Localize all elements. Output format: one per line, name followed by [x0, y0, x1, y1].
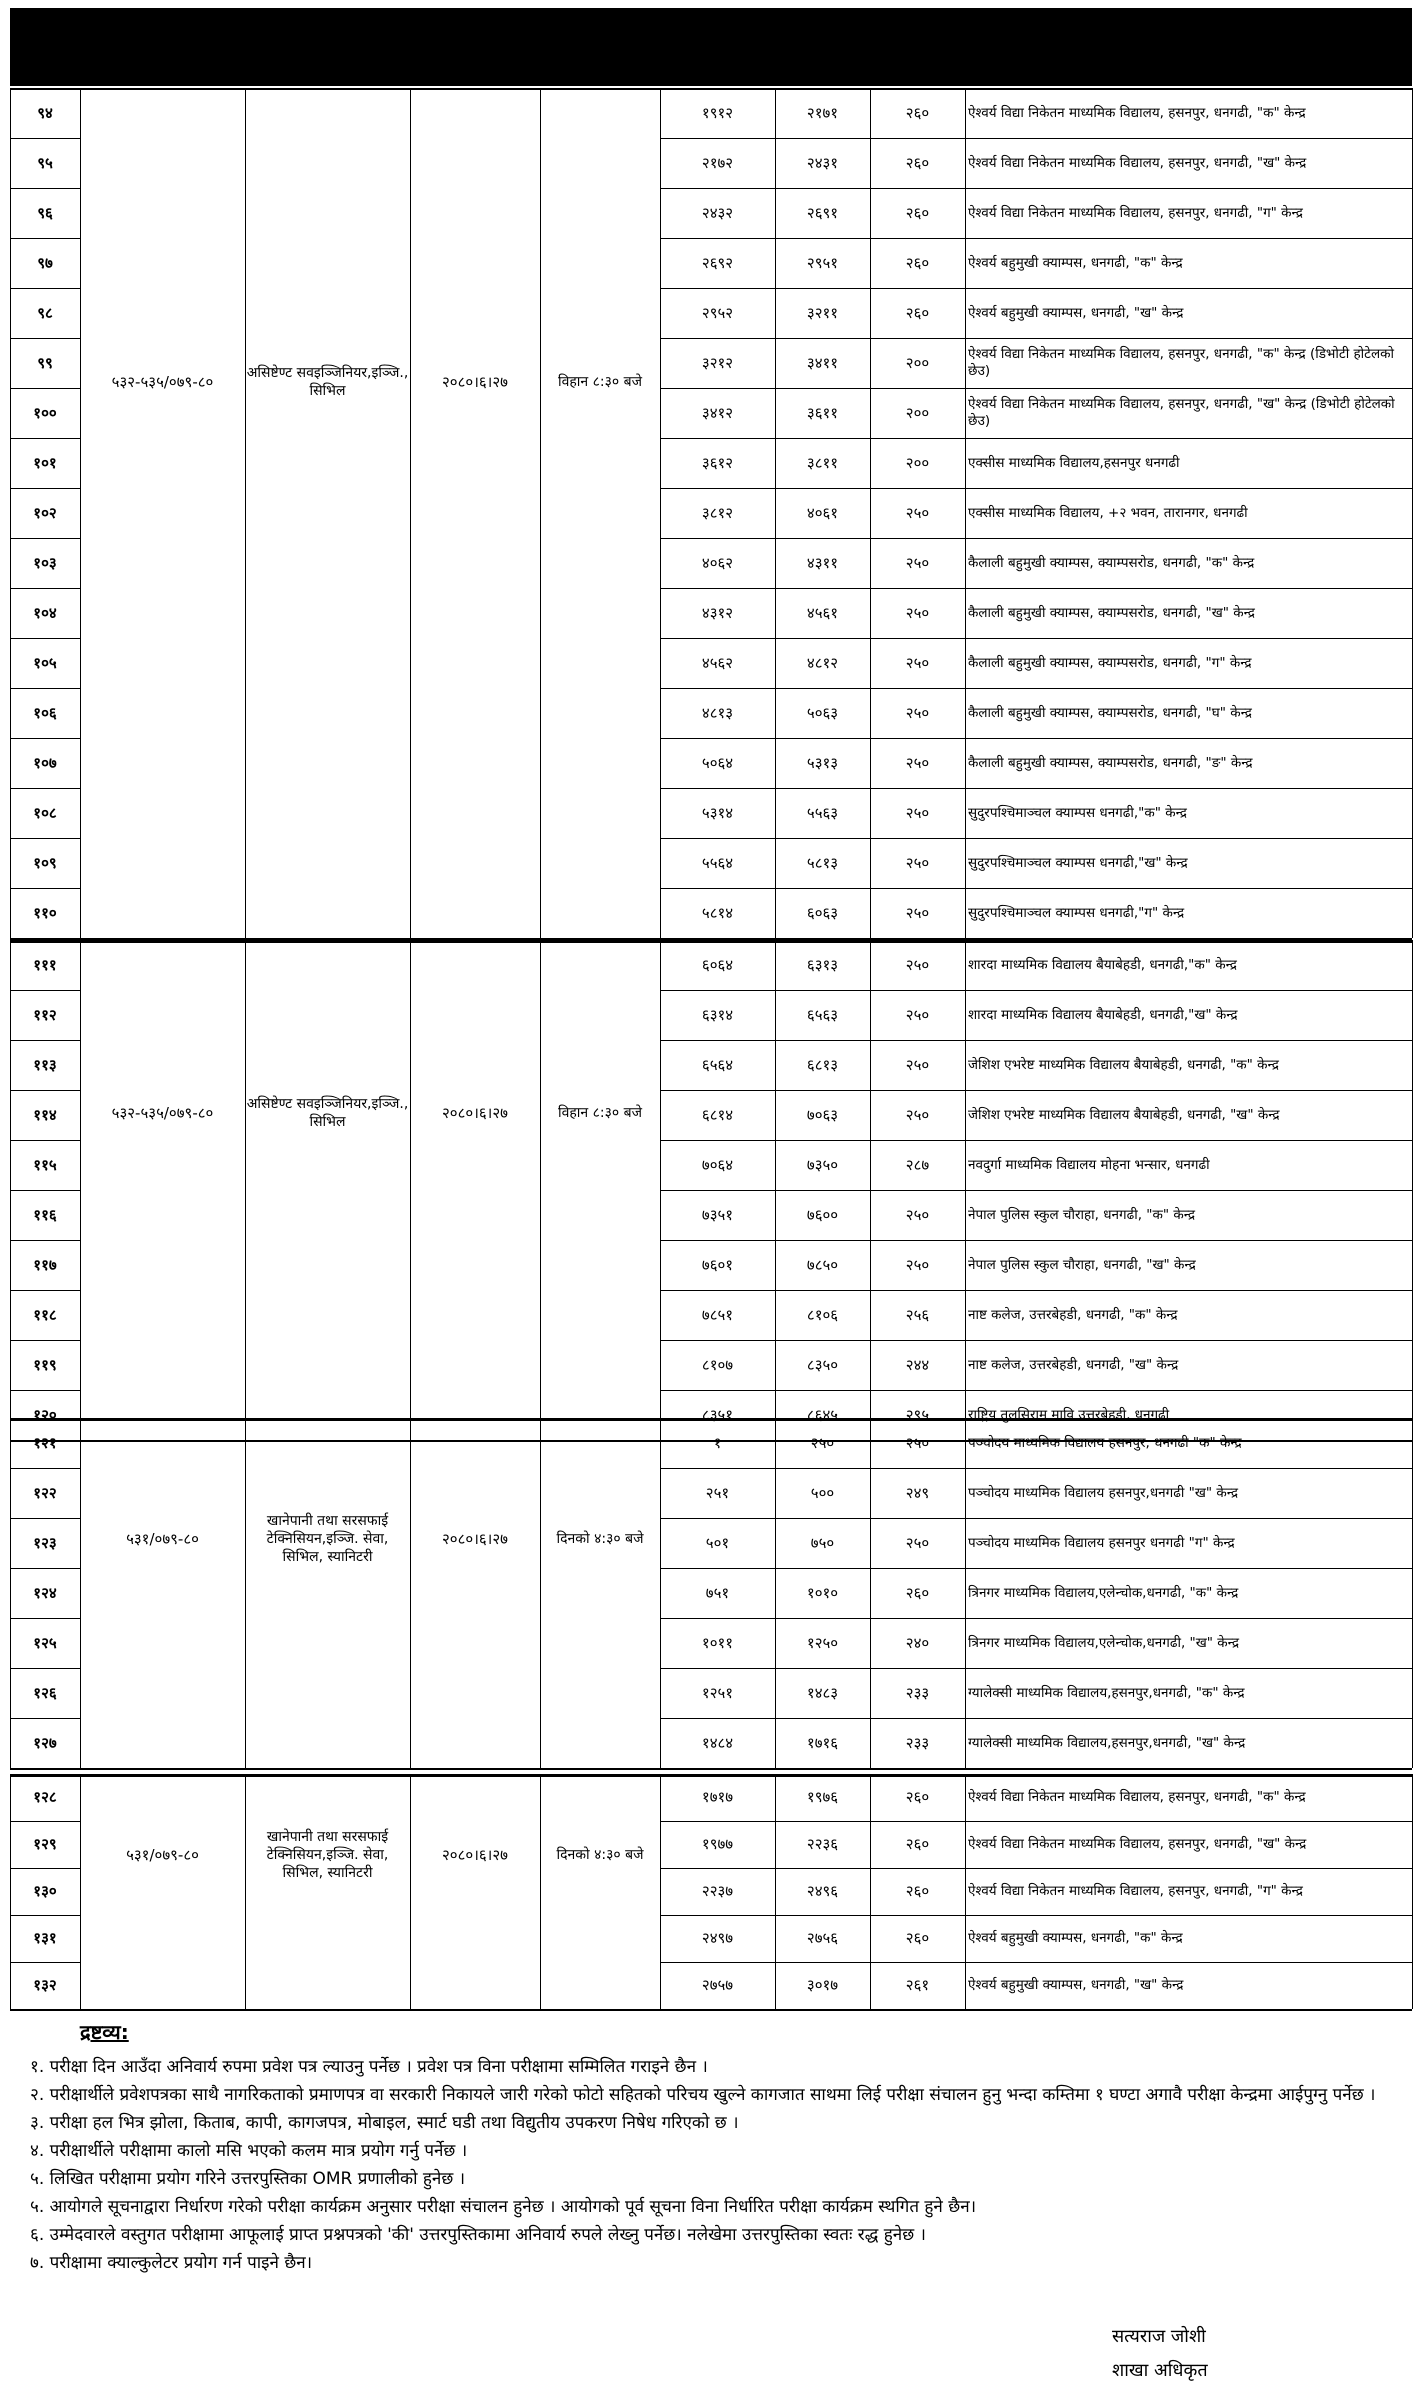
serial-number: १२२: [33, 1483, 57, 1502]
serial-number: ११८: [33, 1305, 57, 1324]
exam-center: त्रिनगर माध्यमिक विद्यालय,एलेन्चोक,धनगढी, "ख" केन्द्र: [968, 1634, 1240, 1651]
roll-from: १७१७: [701, 1788, 734, 1806]
roll-to: ६३१३: [806, 955, 839, 974]
roll-to: ७३५०: [806, 1155, 839, 1174]
roll-from: ५८१४: [701, 903, 734, 922]
candidate-count: २५०: [905, 1205, 930, 1224]
roll-from: ४३१२: [701, 603, 734, 622]
candidate-count: २००: [905, 453, 930, 472]
roll-to: ७६००: [806, 1205, 839, 1224]
roll-to: ५०६३: [806, 703, 839, 722]
serial-number: १०७: [33, 753, 57, 772]
candidate-count: २९५: [905, 1405, 930, 1424]
exam-center: नेपाल पुलिस स्कुल चौराहा, धनगढी, "ख" केन्द्र: [968, 1256, 1196, 1273]
roll-to: ५३१३: [806, 753, 839, 772]
roll-from: ४८१३: [701, 703, 734, 722]
candidate-count: २६०: [905, 1583, 930, 1602]
candidate-count: २५०: [905, 603, 930, 622]
roll-from: २४३२: [701, 203, 734, 222]
exam-center: एक्सीस माध्यमिक विद्यालय,हसनपुर धनगढी: [968, 454, 1180, 471]
exam-date: २०८०।६।२७: [442, 372, 508, 391]
serial-number: १२७: [33, 1733, 57, 1752]
candidate-count: २५०: [905, 703, 930, 722]
exam-center: ऐश्वर्य बहुमुखी क्याम्पस, धनगढी, "क" केन्द्र: [968, 1930, 1183, 1946]
candidate-count: २६०: [905, 253, 930, 272]
roll-to: १०१०: [806, 1583, 839, 1602]
roll-from: १२५१: [701, 1683, 734, 1702]
candidate-count: २८७: [905, 1155, 930, 1174]
table-group: [10, 1774, 1412, 2009]
serial-number: १२१: [33, 1433, 57, 1452]
roll-from: ४०६२: [701, 553, 734, 572]
candidate-count: २५०: [905, 1255, 930, 1274]
serial-number: ११२: [33, 1005, 57, 1024]
exam-center: ऐश्वर्य विद्या निकेतन माध्यमिक विद्यालय, हसनपुर, धनगढी, "ग" केन्द्र: [968, 1883, 1303, 1899]
roll-to: ३४११: [806, 353, 839, 372]
exam-center: जेशिश एभरेष्ट माध्यमिक विद्यालय बैयाबेहडी, धनगढी, "क" केन्द्र: [968, 1056, 1279, 1073]
post-name: खानेपानी तथा सरसफाई टेक्निसियन,इञ्जि. सेवा, सिभिल, स्यानिटरी: [266, 1513, 389, 1565]
roll-to: १७१६: [806, 1733, 839, 1752]
roll-from: १०११: [701, 1633, 734, 1652]
note-item: ६. उम्मेदवारले वस्तुगत परीक्षामा आफूलाई प्राप्त प्रश्नपत्रको 'की' उत्तरपुस्तिकामा अनिवार्य रुपले लेख्नु पर्नेछ। नलेखेमा उत्तरपुस्तिका स्वतः रद्ध हुनेछ ।: [30, 2225, 926, 2245]
row-divider: [10, 1768, 1412, 1770]
roll-from: ६५६४: [701, 1055, 734, 1074]
roll-from: ७०६४: [701, 1155, 734, 1174]
roll-from: ७५१: [705, 1583, 730, 1602]
table-group: [10, 88, 1412, 938]
exam-center: सुदुरपश्चिमाञ्चल क्याम्पस धनगढी,"ख" केन्द्र: [968, 854, 1188, 871]
roll-from: ५३१४: [701, 803, 734, 822]
serial-number: ९९: [37, 353, 53, 372]
column-divider: [1412, 88, 1413, 938]
exam-center: ऐश्वर्य बहुमुखी क्याम्पस, धनगढी, "क" केन्द्र: [968, 254, 1183, 271]
note-item: २. परीक्षार्थीले प्रवेशपत्रका साथै नागरिकताको प्रमाणपत्र वा सरकारी निकायले जारी गरेको फोटो सहितको परिचय खुल्ने कागजात साथमा लिई परीक्षा संचालन हुनु भन्दा कम्तिमा १ घण्टा अगावै परीक्षा केन्द्रमा आईपुग्नु पर्नेछ ।: [30, 2085, 1376, 2105]
roll-from: २६९२: [701, 253, 734, 272]
candidate-count: २५६: [905, 1305, 930, 1324]
candidate-count: २६०: [905, 103, 930, 122]
exam-center: कैलाली बहुमुखी क्याम्पस, क्याम्पसरोड, धनगढी, "क" केन्द्र: [968, 554, 1255, 571]
row-divider: [10, 2009, 1412, 2011]
candidate-count: २५०: [905, 903, 930, 922]
roll-to: १९७६: [806, 1788, 839, 1806]
serial-number: १२०: [33, 1405, 57, 1424]
roll-from: ७६०१: [701, 1255, 734, 1274]
roll-to: ४८१२: [806, 653, 839, 672]
roll-to: ८३५०: [806, 1355, 839, 1374]
roll-from: ३४१२: [701, 403, 734, 422]
signature-block: [1112, 2320, 1208, 2388]
serial-number: ९४: [37, 103, 53, 122]
roll-to: ३६११: [806, 403, 839, 422]
note-item: ३. परीक्षा हल भित्र झोला, किताब, कापी, कागजपत्र, मोबाइल, स्मार्ट घडी तथा विद्युतीय उपकरण निषेध गरिएको छ ।: [30, 2113, 739, 2133]
roll-to: ४०६१: [806, 503, 839, 522]
roll-from: ६०६४: [701, 955, 734, 974]
exam-center: कैलाली बहुमुखी क्याम्पस, क्याम्पसरोड, धनगढी, "घ" केन्द्र: [968, 704, 1252, 721]
serial-number: १२३: [33, 1533, 57, 1552]
roll-to: २४३१: [806, 153, 839, 172]
column-divider: [965, 1774, 966, 2009]
exam-center: शारदा माध्यमिक विद्यालय बैयाबेहडी, धनगढी,"ख" केन्द्र: [968, 1006, 1238, 1023]
exam-center: राष्ट्रिय तुलसिराम मावि उत्तरबेहडी, धनगढी: [968, 1406, 1170, 1423]
serial-number: १२५: [33, 1633, 57, 1652]
exam-date: २०८०।६।२७: [442, 1103, 508, 1122]
notes-title: द्रष्टव्य:: [80, 2020, 129, 2044]
roll-to: ८१०६: [806, 1305, 839, 1324]
exam-center: पञ्चोदय माध्यमिक विद्यालय हसनपुर धनगढी "ग" केन्द्र: [968, 1534, 1235, 1551]
roll-to: ४३११: [806, 553, 839, 572]
roll-from: ५०६४: [701, 753, 734, 772]
roll-from: १: [713, 1433, 722, 1452]
candidate-count: २३३: [905, 1683, 930, 1702]
column-divider: [1412, 1418, 1413, 1768]
column-divider: [1412, 940, 1413, 1440]
exam-center: कैलाली बहुमुखी क्याम्पस, क्याम्पसरोड, धनगढी, "ग" केन्द्र: [968, 654, 1252, 671]
roll-to: २१७१: [806, 103, 839, 122]
exam-center: एक्सीस माध्यमिक विद्यालय, +२ भवन, तारानगर, धनगढी: [968, 504, 1248, 521]
serial-number: १३०: [33, 1882, 57, 1900]
advertisement-no: ५३१/०७९-८०: [126, 1530, 199, 1548]
serial-number: १००: [33, 403, 57, 422]
serial-number: १०२: [33, 503, 57, 522]
roll-to: ७०६३: [806, 1105, 839, 1124]
exam-center: पञ्चोदय माध्यमिक विद्यालय हसनपुर, धनगढी "क" केन्द्र: [968, 1434, 1242, 1451]
exam-center: ऐश्वर्य विद्या निकेतन माध्यमिक विद्यालय, हसनपुर, धनगढी, "ख" केन्द्र: [968, 154, 1307, 171]
roll-from: ३२१२: [701, 353, 734, 372]
candidate-count: २६०: [905, 1835, 930, 1853]
candidate-count: २५०: [905, 1105, 930, 1124]
exam-center: ऐश्वर्य विद्या निकेतन माध्यमिक विद्यालय, हसनपुर, धनगढी, "क" केन्द्र (डिभोटी होटेलको छेउ): [968, 346, 1394, 379]
exam-center: नाष्ट कलेज, उत्तरबेहडी, धनगढी, "ख" केन्द्र: [968, 1356, 1179, 1373]
exam-center: नाष्ट कलेज, उत्तरबेहडी, धनगढी, "क" केन्द्र: [968, 1306, 1178, 1323]
exam-center: ऐश्वर्य विद्या निकेतन माध्यमिक विद्यालय, हसनपुर, धनगढी, "ख" केन्द्र (डिभोटी होटेलको छेउ): [968, 396, 1395, 429]
roll-from: २४९७: [701, 1929, 734, 1947]
column-divider: [965, 940, 966, 1440]
candidate-count: २५०: [905, 1055, 930, 1074]
exam-center: ऐश्वर्य बहुमुखी क्याम्पस, धनगढी, "ख" केन्द्र: [968, 304, 1184, 321]
roll-from: २९५२: [701, 303, 734, 322]
table-header-bar: [10, 8, 1412, 86]
roll-from: ६३१४: [701, 1005, 734, 1024]
roll-from: २७५७: [701, 1976, 734, 1994]
roll-to: १४८३: [806, 1683, 839, 1702]
candidate-count: २६०: [905, 1929, 930, 1947]
candidate-count: २६०: [905, 1882, 930, 1900]
roll-from: १९१२: [701, 103, 734, 122]
advertisement-no: ५३१/०७९-८०: [126, 1846, 199, 1864]
advertisement-no: ५३२-५३५/०७९-८०: [111, 1103, 214, 1122]
serial-number: ११४: [33, 1105, 57, 1124]
roll-from: ७३५१: [701, 1205, 734, 1224]
serial-number: ९८: [37, 303, 53, 322]
note-item: ४. परीक्षार्थीले परीक्षामा कालो मसि भएको कलम मात्र प्रयोग गर्नु पर्नेछ ।: [30, 2141, 468, 2161]
candidate-count: २५०: [905, 1533, 930, 1552]
notes-section: [30, 2018, 1410, 2277]
candidate-count: २४४: [905, 1355, 930, 1374]
candidate-count: २५०: [905, 955, 930, 974]
note-item: ५. लिखित परीक्षामा प्रयोग गरिने उत्तरपुस्तिका OMR प्रणालीको हुनेछ ।: [30, 2169, 466, 2189]
exam-time: विहान ८:३० बजे: [557, 1104, 643, 1121]
signatory-name: सत्यराज जोशी: [1112, 2326, 1206, 2347]
roll-to: ७५०: [810, 1533, 835, 1552]
candidate-count: २४०: [905, 1633, 930, 1652]
roll-to: ७८५०: [806, 1255, 839, 1274]
serial-number: ९५: [37, 153, 53, 172]
post-name: खानेपानी तथा सरसफाई टेक्निसियन,इञ्जि. सेवा, सिभिल, स्यानिटरी: [266, 1829, 389, 1881]
serial-number: ११३: [33, 1055, 57, 1074]
note-item: १. परीक्षा दिन आउँदा अनिवार्य रुपमा प्रवेश पत्र ल्याउनु पर्नेछ । प्रवेश पत्र विना परीक्षामा सम्मिलित गराइने छैन ।: [30, 2057, 708, 2077]
exam-date: २०८०।६।२७: [442, 1846, 508, 1864]
roll-from: १९७७: [701, 1835, 734, 1853]
roll-to: ५८१३: [806, 853, 839, 872]
post-name: असिष्टेण्ट सवइञ्जिनियर,इञ्जि., सिभिल: [246, 364, 409, 399]
exam-center: ग्यालेक्सी माध्यमिक विद्यालय,हसनपुर,धनगढी, "ख" केन्द्र: [968, 1734, 1246, 1751]
table-group: [10, 940, 1412, 1440]
roll-to: २५०: [810, 1433, 835, 1452]
candidate-count: २३३: [905, 1733, 930, 1752]
roll-from: २१७२: [701, 153, 734, 172]
exam-time: दिनको ४:३० बजे: [556, 1847, 644, 1863]
roll-to: ३०१७: [806, 1976, 839, 1994]
exam-center: सुदुरपश्चिमाञ्चल क्याम्पस धनगढी,"क" केन्द्र: [968, 804, 1187, 821]
roll-from: ४५६२: [701, 653, 734, 672]
roll-to: २७५६: [806, 1929, 839, 1947]
serial-number: १०१: [33, 453, 57, 472]
exam-center: नवदुर्गा माध्यमिक विद्यालय मोहना भन्सार, धनगढी: [968, 1156, 1210, 1173]
serial-number: १११: [33, 955, 57, 974]
exam-center: ऐश्वर्य विद्या निकेतन माध्यमिक विद्यालय, हसनपुर, धनगढी, "ग" केन्द्र: [968, 204, 1303, 221]
candidate-count: २५०: [905, 853, 930, 872]
serial-number: ११६: [33, 1205, 57, 1224]
roll-from: २२३७: [701, 1882, 734, 1900]
candidate-count: २००: [905, 353, 930, 372]
table-group: [10, 1418, 1412, 1768]
serial-number: ११७: [33, 1255, 57, 1274]
exam-center: ऐश्वर्य विद्या निकेतन माध्यमिक विद्यालय, हसनपुर, धनगढी, "क" केन्द्र: [968, 104, 1306, 121]
serial-number: ११०: [33, 903, 57, 922]
column-divider: [965, 88, 966, 938]
exam-center: शारदा माध्यमिक विद्यालय बैयाबेहडी, धनगढी,"क" केन्द्र: [968, 956, 1237, 973]
candidate-count: २००: [905, 403, 930, 422]
candidate-count: २५०: [905, 753, 930, 772]
roll-to: ५५६३: [806, 803, 839, 822]
exam-time: दिनको ४:३० बजे: [556, 1531, 644, 1547]
roll-from: ५५६४: [701, 853, 734, 872]
roll-from: ५०१: [705, 1533, 730, 1552]
roll-to: २६९१: [806, 203, 839, 222]
exam-center: ऐश्वर्य बहुमुखी क्याम्पस, धनगढी, "ख" केन्द्र: [968, 1977, 1184, 1993]
exam-date: २०८०।६।२७: [442, 1530, 508, 1548]
roll-to: ४५६१: [806, 603, 839, 622]
exam-center: ऐश्वर्य विद्या निकेतन माध्यमिक विद्यालय, हसनपुर, धनगढी, "क" केन्द्र: [968, 1789, 1306, 1805]
serial-number: १२९: [33, 1835, 57, 1853]
roll-from: ३६१२: [701, 453, 734, 472]
exam-center: कैलाली बहुमुखी क्याम्पस, क्याम्पसरोड, धनगढी, "ङ" केन्द्र: [968, 754, 1253, 771]
serial-number: १०४: [33, 603, 57, 622]
roll-from: ८१०७: [701, 1355, 734, 1374]
candidate-count: २६१: [905, 1976, 930, 1994]
advertisement-no: ५३२-५३५/०७९-८०: [111, 372, 214, 391]
roll-to: ६५६३: [806, 1005, 839, 1024]
serial-number: ९७: [37, 253, 53, 272]
note-item: ७. परीक्षामा क्याल्कुलेटर प्रयोग गर्न पाइने छैन।: [30, 2253, 313, 2273]
roll-to: २४९६: [806, 1882, 839, 1900]
exam-center: ग्यालेक्सी माध्यमिक विद्यालय,हसनपुर,धनगढी, "क" केन्द्र: [968, 1684, 1245, 1701]
candidate-count: २५०: [905, 803, 930, 822]
roll-from: २५१: [705, 1483, 730, 1502]
roll-to: ३८११: [806, 453, 839, 472]
roll-to: २२३६: [806, 1835, 839, 1853]
candidate-count: २६०: [905, 1788, 930, 1806]
serial-number: १०६: [33, 703, 57, 722]
roll-from: ६८१४: [701, 1105, 734, 1124]
roll-to: १२५०: [806, 1633, 839, 1652]
exam-center: त्रिनगर माध्यमिक विद्यालय,एलेन्चोक,धनगढी, "क" केन्द्र: [968, 1584, 1239, 1601]
column-divider: [965, 1418, 966, 1768]
roll-to: ५००: [810, 1483, 835, 1502]
candidate-count: २५०: [905, 503, 930, 522]
candidate-count: २६०: [905, 203, 930, 222]
exam-center: नेपाल पुलिस स्कुल चौराहा, धनगढी, "क" केन्द्र: [968, 1206, 1196, 1223]
roll-from: १४८४: [701, 1733, 734, 1752]
serial-number: ९६: [37, 203, 53, 222]
serial-number: १०३: [33, 553, 57, 572]
roll-to: ३२११: [806, 303, 839, 322]
candidate-count: २४९: [905, 1483, 930, 1502]
column-divider: [1412, 1774, 1413, 2009]
serial-number: ११९: [33, 1355, 57, 1374]
serial-number: १०८: [33, 803, 57, 822]
roll-to: ६०६३: [806, 903, 839, 922]
roll-to: २९५१: [806, 253, 839, 272]
serial-number: १०५: [33, 653, 57, 672]
candidate-count: २५०: [905, 553, 930, 572]
serial-number: १०९: [33, 853, 57, 872]
roll-from: ७८५१: [701, 1305, 734, 1324]
candidate-count: २५०: [905, 1433, 930, 1452]
serial-number: १३२: [33, 1976, 57, 1994]
serial-number: १३१: [33, 1929, 57, 1947]
serial-number: १२६: [33, 1683, 57, 1702]
note-item: ५. आयोगले सूचनाद्वारा निर्धारण गरेको परीक्षा कार्यक्रम अनुसार परीक्षा संचालन हुनेछ । आयोगको पूर्व सूचना विना निर्धारित परीक्षा कार्यक्रम स्थगित हुने छैन।: [30, 2197, 977, 2217]
exam-center: जेशिश एभरेष्ट माध्यमिक विद्यालय बैयाबेहडी, धनगढी, "ख" केन्द्र: [968, 1106, 1280, 1123]
exam-center: सुदुरपश्चिमाञ्चल क्याम्पस धनगढी,"ग" केन्द्र: [968, 904, 1185, 921]
post-name: असिष्टेण्ट सवइञ्जिनियर,इञ्जि., सिभिल: [246, 1095, 409, 1130]
serial-number: १२८: [33, 1788, 57, 1806]
candidate-count: २५०: [905, 653, 930, 672]
roll-from: ३८१२: [701, 503, 734, 522]
roll-to: ६८१३: [806, 1055, 839, 1074]
signatory-designation: शाखा अधिकृत: [1112, 2360, 1208, 2381]
exam-center: ऐश्वर्य विद्या निकेतन माध्यमिक विद्यालय, हसनपुर, धनगढी, "ख" केन्द्र: [968, 1836, 1307, 1852]
candidate-count: २६०: [905, 153, 930, 172]
exam-center: कैलाली बहुमुखी क्याम्पस, क्याम्पसरोड, धनगढी, "ख" केन्द्र: [968, 604, 1255, 621]
exam-time: विहान ८:३० बजे: [557, 373, 643, 390]
serial-number: ११५: [33, 1155, 57, 1174]
candidate-count: २६०: [905, 303, 930, 322]
serial-number: १२४: [33, 1583, 57, 1602]
exam-center: पञ्चोदय माध्यमिक विद्यालय हसनपुर,धनगढी "ख" केन्द्र: [968, 1484, 1239, 1501]
roll-from: ८३५१: [701, 1405, 734, 1424]
roll-to: ८६४५: [806, 1405, 839, 1424]
candidate-count: २५०: [905, 1005, 930, 1024]
